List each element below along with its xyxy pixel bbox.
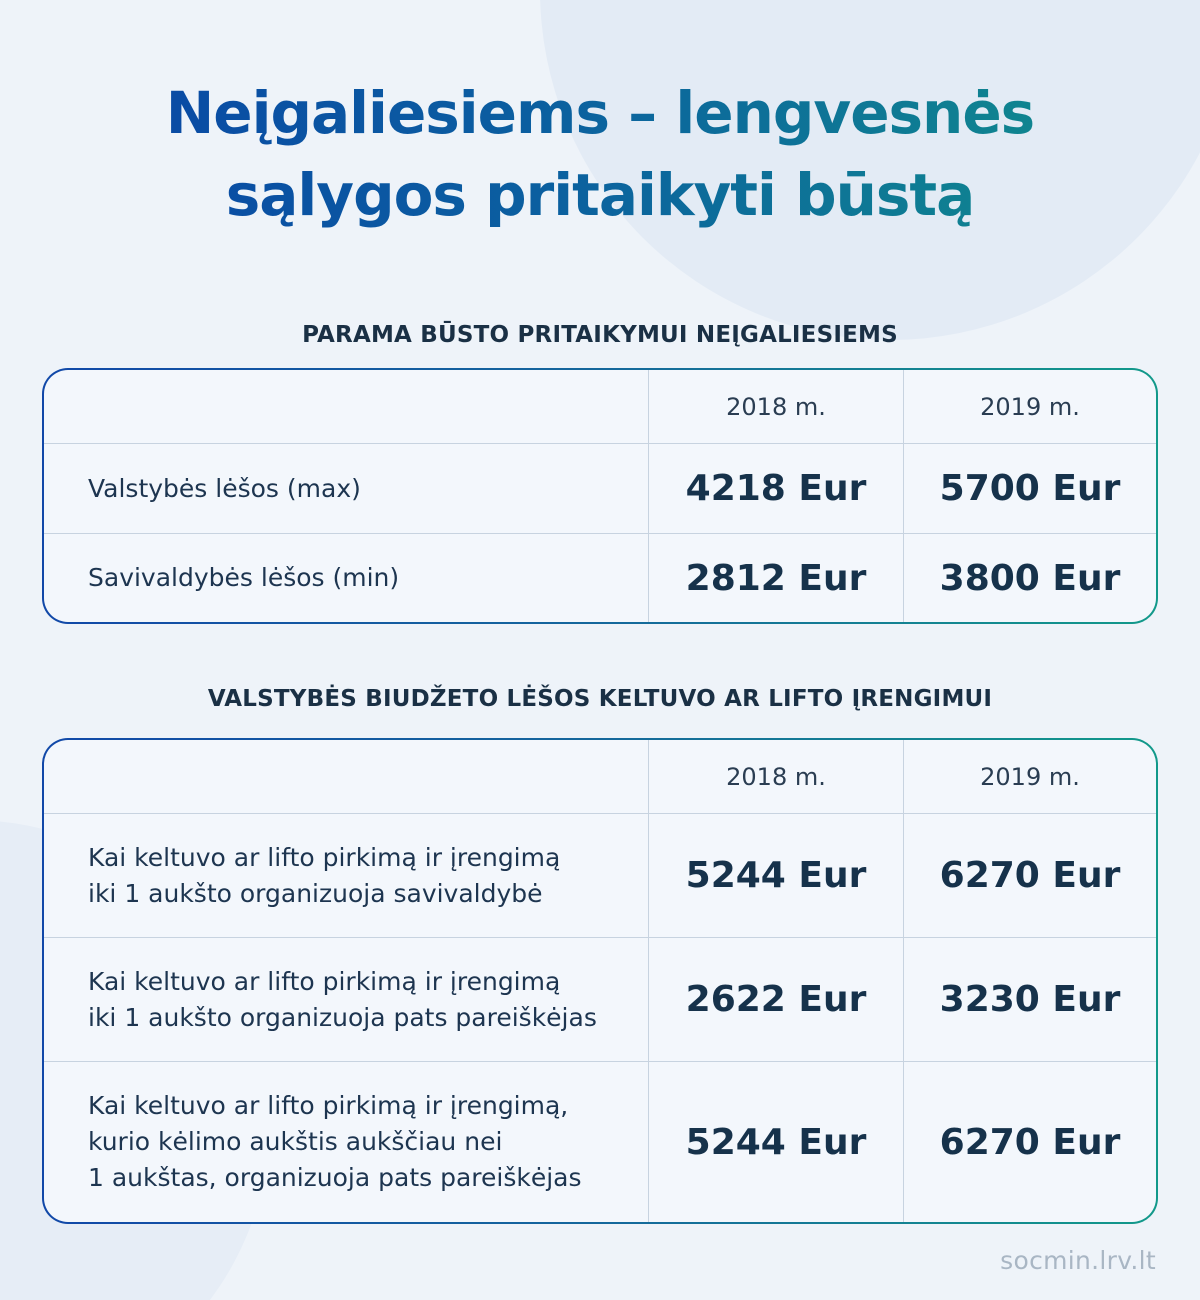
housing-support-table-border — [42, 368, 1158, 624]
header-empty-cell — [44, 740, 648, 813]
table-header-row — [44, 740, 1156, 814]
value-2019: 5700 Eur — [903, 444, 1156, 533]
column-header-2019: 2019 m. — [903, 370, 1156, 443]
header-empty-cell — [44, 370, 648, 443]
value-2019: 6270 Eur — [903, 1062, 1156, 1222]
row-label-municipal-funds: Savivaldybės lėšos (min) — [88, 563, 400, 592]
value-2018: 5244 Eur — [648, 1062, 903, 1222]
row-label-municipality-organizes — [44, 814, 648, 937]
row-label-applicant-organizes — [44, 938, 648, 1061]
table-row — [44, 1062, 1156, 1222]
value-2019: 3800 Eur — [903, 534, 1156, 622]
row-label-above-first-floor — [44, 1062, 648, 1222]
value-2018: 2622 Eur — [648, 938, 903, 1061]
table-row — [44, 534, 1156, 622]
section-1-heading: PARAMA BŪSTO PRITAIKYMUI NEĮGALIESIEMS — [302, 322, 898, 348]
row-label-line: iki 1 aukšto organizuoja savivaldybė — [88, 878, 543, 908]
section-2-heading: VALSTYBĖS BIUDŽETO LĖŠOS KELTUVO AR LIFTO ĮRENGIMUI — [207, 686, 993, 712]
value-2018: 4218 Eur — [648, 444, 903, 533]
table-row — [44, 814, 1156, 938]
lift-installation-table-border — [42, 738, 1158, 1224]
page-title-line-2: sąlygos pritaikyti būstą — [225, 161, 975, 229]
source-url: socmin.lrv.lt — [1000, 1246, 1156, 1275]
row-label-state-funds: Valstybės lėšos (max) — [88, 473, 361, 503]
table-row — [44, 444, 1156, 534]
column-header-2018: 2018 m. — [648, 370, 903, 443]
column-header-2019: 2019 m. — [903, 740, 1156, 813]
table-row — [44, 938, 1156, 1062]
row-label-line: 1 aukštas, organizuoja pats pareiškėjas — [88, 1163, 582, 1192]
row-label-line: Kai keltuvo ar lifto pirkimą ir įrengimą — [88, 966, 561, 996]
row-label-line: kurio kėlimo aukštis aukščiau nei — [88, 1127, 503, 1156]
value-2018: 5244 Eur — [648, 814, 903, 937]
table-header-row — [44, 370, 1156, 444]
page-title-line-1: Neįgaliesiems – lengvesnės — [165, 79, 1035, 147]
page-title — [0, 72, 1200, 236]
row-label-line: Kai keltuvo ar lifto pirkimą ir įrengimą, — [88, 1091, 569, 1120]
housing-support-table — [44, 370, 1156, 622]
row-label-line: Kai keltuvo ar lifto pirkimą ir įrengimą — [88, 842, 561, 872]
value-2019: 3230 Eur — [903, 938, 1156, 1061]
value-2019: 6270 Eur — [903, 814, 1156, 937]
column-header-2018: 2018 m. — [648, 740, 903, 813]
value-2018: 2812 Eur — [648, 534, 903, 622]
row-label-line: iki 1 aukšto organizuoja pats pareiškėjas — [88, 1002, 597, 1032]
lift-installation-table — [44, 740, 1156, 1222]
